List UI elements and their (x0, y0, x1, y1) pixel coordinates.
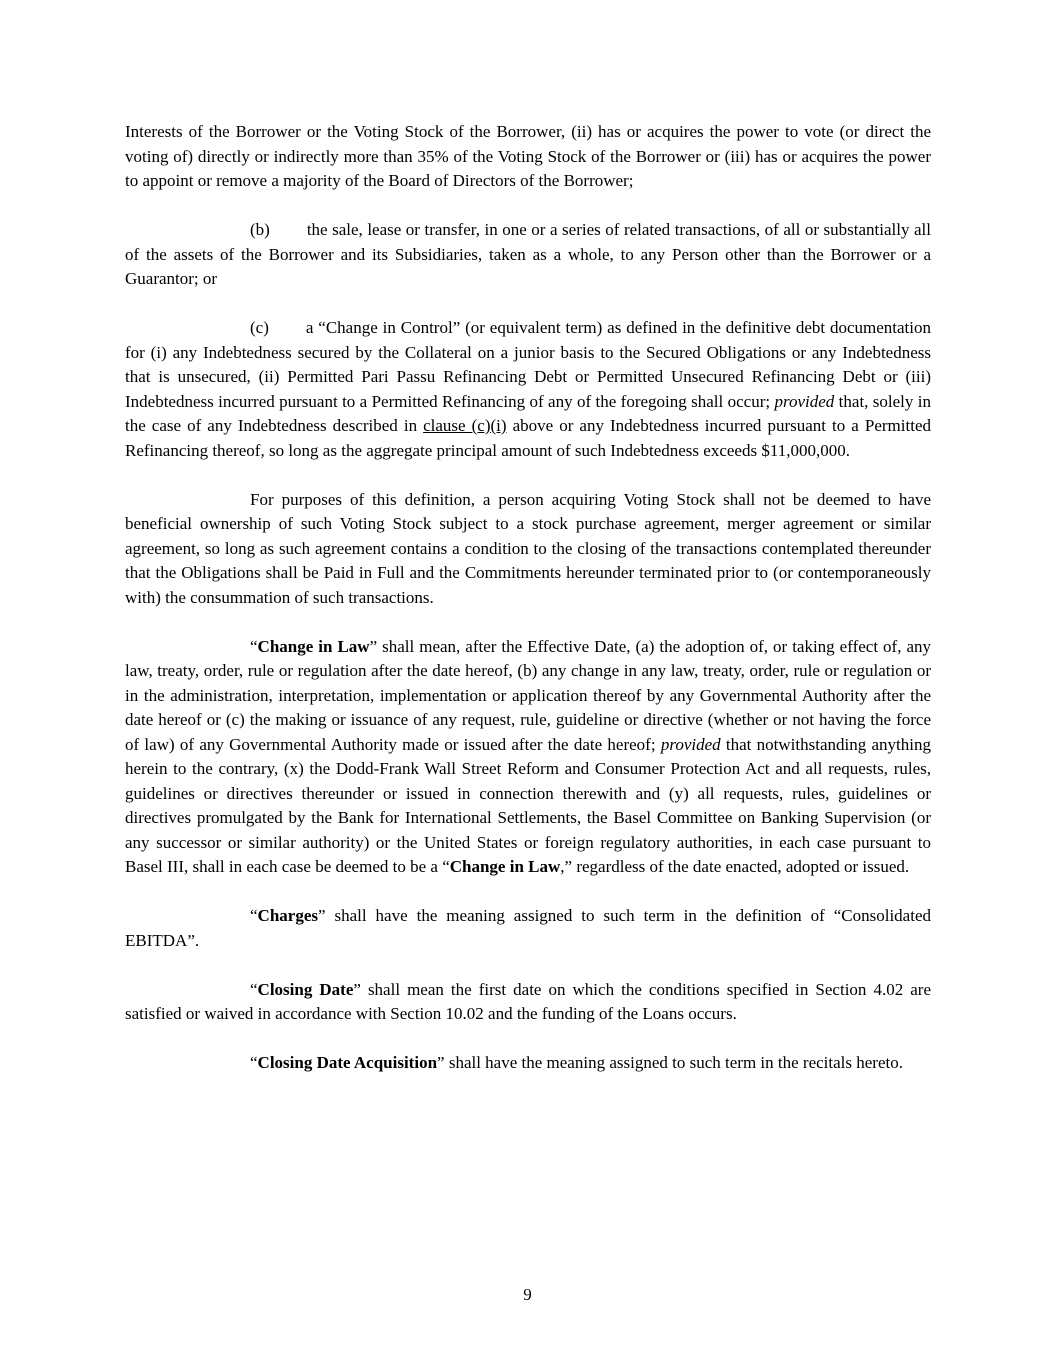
defined-term: Closing Date (257, 979, 354, 999)
text-run: Interests of the Borrower or the Voting Stock of the Borrower, (ii) has or acquires the power to vote (or direct the voting of) directly or indirectly more than 35% of the Voting Stock of the Borrower or (iii) has or acquires the power to appoint or remove a majority of the Board of Directors of the Borrower; (125, 122, 931, 190)
definition-closing-date (125, 978, 931, 1027)
paragraph-continuation (125, 120, 931, 194)
definition-charges (125, 904, 931, 953)
text-run: that notwithstanding anything herein to the contrary, (x) the Dodd-Frank Wall Street Reform and Consumer Protection Act and all requests, rules, guidelines or directives thereunder or issued in connection therewith and (y) all requests, rules, guidelines or directives promulgated by the Bank for International Settlements, the Basel Committee on Banking Supervision (or any successor or similar authority) or the United States or foreign regulatory authorities, in each case pursuant to Basel III, shall in each case be deemed to be a “ (125, 734, 931, 876)
text-run: (b) (250, 220, 270, 239)
text-run: ,” regardless of the date enacted, adopted or issued. (560, 857, 910, 876)
text-run: ” shall have the meaning assigned to such term in the recitals hereto. (437, 1053, 903, 1072)
text-run: “ (250, 979, 258, 999)
text-run: above or any Indebtedness incurred pursuant to a Permitted Refinancing thereof, so long as the aggregate principal amount of such Indebtedness exceeds $11,000,000. (125, 416, 931, 460)
text-run: ” shall mean the first date on which the conditions specified in Section 4.02 are satisfied or waived in accordance with Section 10.02 and the funding of the Loans occurs. (125, 979, 931, 1023)
definition-scope-note (125, 488, 931, 611)
text-run: “ (250, 1053, 258, 1072)
clause-b (125, 218, 931, 292)
emphasis-run: provided (660, 734, 721, 754)
text-run: (c) (250, 318, 269, 337)
definition-change-in-law (125, 635, 931, 880)
page-number: 9 (523, 1284, 532, 1304)
defined-term: Change in Law (257, 636, 370, 656)
cross-reference: clause (c)(i) (423, 416, 507, 435)
text-run: “ (250, 906, 258, 925)
defined-term: Closing Date Acquisition (257, 1053, 438, 1072)
clause-c (125, 316, 931, 463)
defined-term: Charges (257, 906, 318, 925)
text-run: that, solely in the case of any Indebtedness described in (125, 391, 931, 435)
text-run: For purposes of this definition, a person acquiring Voting Stock shall not be deemed to have beneficial ownership of such Voting Stock subject to a stock purchase agreement, merger agreement or similar agreement, so long as such agreement contains a condition to the closing of the transactions contemplated thereunder that the Obligations shall be Paid in Full and the Commitments hereunder terminated prior to (or contemporaneously with) the consummation of such transactions. (125, 489, 931, 607)
text-run: a “Change in Control” (or equivalent term) as defined in the definitive debt documentation for (i) any Indebtedness secured by the Collateral on a junior basis to the Secured Obligations or any Indebtedness that is unsecured, (ii) Permitted Pari Passu Refinancing Debt or Permitted Unsecured Refinancing Debt or (iii) Indebtedness incurred pursuant to a Permitted Refinancing of any of the foregoing shall occur; (125, 318, 931, 411)
text-run: the sale, lease or transfer, in one or a series of related transactions, of all or substantially all of the assets of the Borrower and its Subsidiaries, taken as a whole, to any Person other than the Borrower or a Guarantor; or (125, 220, 931, 288)
text-run: “ (250, 636, 258, 656)
text-run: ” shall mean, after the Effective Date, (a) the adoption of, or taking effect of, any law, treaty, order, rule or regulation after the date hereof, (b) any change in any law, treaty, order, rule or regulation or in the administration, interpretation, implementation or application thereof by any Governmental Authority after the date hereof or (c) the making or issuance of any request, rule, guideline or directive (whether or not having the force of law) of any Governmental Authority made or issued after the date hereof; (125, 636, 932, 754)
emphasis-run: provided (774, 391, 835, 411)
defined-term: Change in Law (449, 857, 561, 876)
text-run: ” shall have the meaning assigned to such term in the definition of “Consolidated EBITDA”. (125, 906, 931, 950)
document-body (125, 120, 931, 1100)
definition-closing-date-acquisition (125, 1051, 931, 1076)
